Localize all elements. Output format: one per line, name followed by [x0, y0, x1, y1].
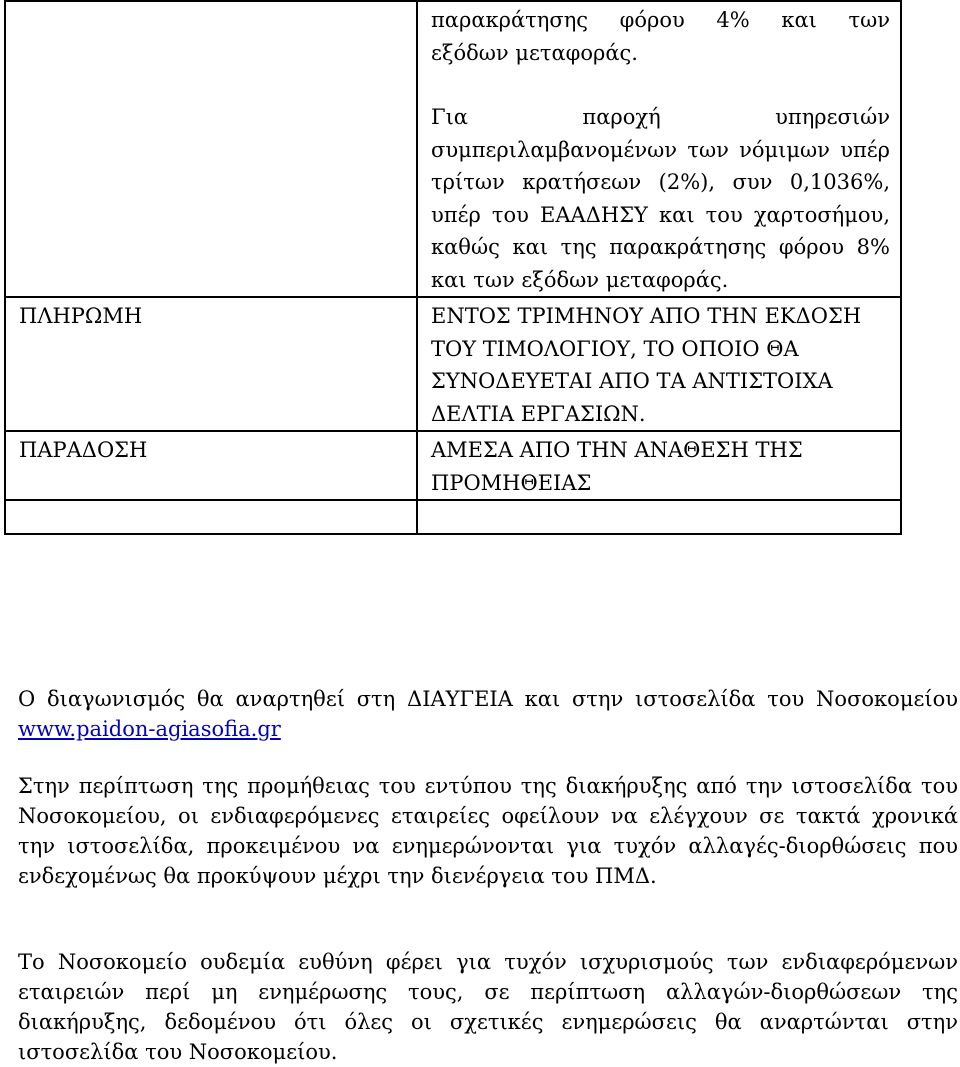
empty-cell: [417, 500, 901, 534]
website-link[interactable]: www.paidon-agiasofia.gr: [18, 717, 281, 741]
delivery-label: ΠΑΡΑΔΟΣΗ: [19, 438, 148, 462]
table-row: [5, 297, 901, 431]
payment-value: ΕΝΤΟΣ ΤΡΙΜΗΝΟΥ ΑΠΟ ΤΗΝ ΕΚΔΟΣΗ ΤΟΥ ΤΙΜΟΛΟΓΙΟΥ, ΤΟ ΟΠΟΙΟ ΘΑ ΣΥΝΟΔΕΥΕΤΑΙ ΑΠΟ ΤΑ ΑΝΤΙΣΤΟΙΧΑ ΔΕΛΤΙΑ ΕΡΓΑΣΙΩΝ.: [431, 304, 862, 426]
empty-cell: [5, 500, 417, 534]
payment-label: ΠΛΗΡΩΜΗ: [19, 304, 143, 328]
table-row: [5, 1, 901, 297]
services-pricing-text: Για παροχή υπηρεσιών συμπεριλαμβανομένων των νόμιμων υπέρ τρίτων κρατήσεων (2%), συν 0,1036%, υπέρ του ΕΑΑΔΗΣΥ και του χαρτοσήμου, καθώς και της παρακράτησης φόρου 8% και των εξόδων μεταφοράς.: [431, 105, 890, 292]
publication-paragraph: [18, 684, 958, 744]
pricing-terms-cell: [417, 1, 901, 297]
payment-label-cell: [5, 297, 417, 431]
download-notice-paragraph: Στην περίπτωση της προμήθειας του εντύπου της διακήρυξης από την ιστοσελίδα του Νοσοκομείου, οι ενδιαφερόμενες εταιρείες οφείλουν να ελέγχουν σε τακτά χρονικά την ιστοσελίδα, προκειμένου να ενημερώνονται για τυχόν αλλαγές-διορθώσεις που ενδεχομένως θα προκύψουν μέχρι την διενέργεια του ΠΜΔ.: [18, 774, 958, 888]
delivery-value: ΑΜΕΣΑ ΑΠΟ ΤΗΝ ΑΝΑΘΕΣΗ ΤΗΣ ΠΡΟΜΗΘΕΙΑΣ: [431, 438, 803, 495]
terms-table: [4, 0, 902, 535]
liability-notice-paragraph: Το Νοσοκομείο ουδεμία ευθύνη φέρει για τυχόν ισχυρισμούς των ενδιαφερόμενων εταιρειών περί μη ενημέρωσης τους, σε περίπτωση αλλαγών-διορθώσεων της διακήρυξης, δεδομένου ότι όλες οι σχετικές ενημερώσεις θα αναρτώνται στην ιστοσελίδα του Νοσοκομείου.: [18, 950, 958, 1064]
empty-label-cell: [5, 1, 417, 297]
table-row: [5, 431, 901, 500]
payment-value-cell: [417, 297, 901, 431]
delivery-value-cell: [417, 431, 901, 500]
continuation-line: εξόδων μεταφοράς.: [431, 40, 638, 65]
table-row: [5, 500, 901, 534]
delivery-label-cell: [5, 431, 417, 500]
publication-text: Ο διαγωνισμός θα αναρτηθεί στη ΔΙΑΥΓΕΙΑ και στην ιστοσελίδα του Νοσοκομείου: [18, 687, 958, 711]
tax-continuation: [431, 2, 890, 69]
continuation-line: παρακράτησης φόρου 4% και των: [431, 8, 890, 32]
